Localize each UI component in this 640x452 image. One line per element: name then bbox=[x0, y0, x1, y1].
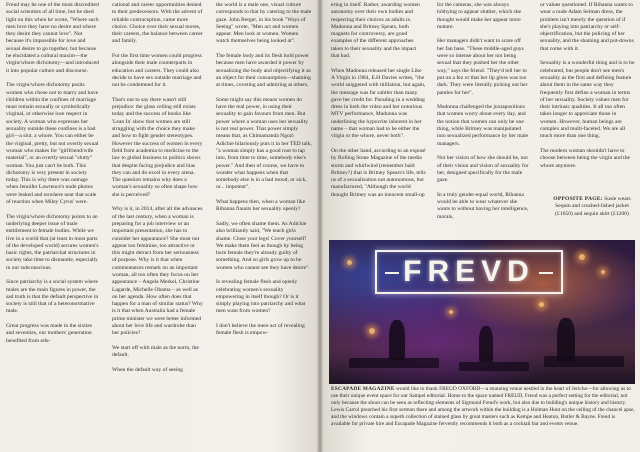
neon-sign: FREVD bbox=[375, 250, 563, 294]
page-gutter bbox=[317, 0, 323, 452]
person-silhouette bbox=[389, 320, 405, 360]
paragraph: We start off with male as the norm, the default. bbox=[112, 344, 199, 359]
light bbox=[347, 260, 352, 265]
opposite-page-caption bbox=[548, 196, 636, 218]
paragraph: Since patriarchy is a social system where males are the main figures in power, the sad truth is that the default perspective in society is still that of a heteronormative male. bbox=[6, 279, 99, 315]
light bbox=[369, 328, 375, 334]
paragraph: or values questioned. If Rihanna wants to wear a nude Adam Selman dress, the problem isn't merely the question of if she's playing into patriarchy or self-objectification, but the policing of her sexuality, and the shaming and put-downs that come with it. bbox=[540, 2, 634, 52]
table bbox=[349, 358, 439, 368]
paragraph: Her managers didn't want to scare off her fan base. "These middle-aged guys were so intense about her not being sexual that they pushed her the other way," says the friend. "They'd tell her to put on a fez or that her lip gloss was too dark. They were literally picking out her panties for her". bbox=[437, 38, 528, 96]
paragraph: Not her vision of how she should be, nor of their vision and vision of sexuality for her, designed specifically for the male gaze. bbox=[437, 155, 529, 184]
paragraph: The female body and its flesh hold power because men have awarded it power by sexualizing the body and objectifying it as an object for their consumption—shaming at times, coveting and admiring at others. bbox=[216, 53, 311, 89]
table bbox=[544, 356, 624, 367]
article-column-3 bbox=[216, 2, 312, 448]
paragraph: On the other hand, according to an exposé by Rolling Stone Magazine of the media storm and whirlwind (remember bald Britney?) that is Britney Spears's life, tells us of a sexualisation not autonomous, but manufactured, "Although the world thought Britney was an innocent small-up bbox=[331, 147, 426, 198]
paragraph: The virgin/whore dichotomy posits women who chose not to marry and have children within the confines of marriage must remain sexually or symbolically virginal, or otherwise lose respect in society. A woman who expresses her sexuality outside these confines is a bad girl—a slut, a whore. You can either be the virginal, pretty, but not overtly sexual woman who makes for "girlfriend/wife material", or an overtly sexual "slutty" woman. You just can't be both. This dichotomy is very present in society today. This is why there was outrage when Jennifer Lawrence's nude photos were leaked and nowhere near that scale of reaction when Miley Cyrus' were. bbox=[6, 82, 99, 206]
paragraph: In a truly gender-equal world, Rihanna would be able to wear whatever she wants to without having her intelligence, morals, bbox=[437, 191, 529, 220]
paragraph: When Madonna released her single Like A Virgin in 1984, E.H Davies writes, "the world sniggered with titillation, but again, the message was far subtler than many gave her credit for. Parading in a wedding dress in both the video and her notorious MTV performance, Madonna was underlining the hypocrite inherent in her name – that woman had to be either the virgin or the whore, never both". bbox=[331, 67, 426, 140]
light bbox=[449, 310, 453, 314]
photo-caption bbox=[331, 386, 635, 428]
light bbox=[601, 270, 605, 274]
paragraph: Madonna challenged the juxtapositions that women worry about every day, and the notion that women can only be one thing, while Britney was manipulated into sexualized performance by her male managers. bbox=[437, 104, 529, 147]
caption-text: Susie wears Sequin and crushed-lished jacket (£1650) and sequin skirt (£1200) bbox=[555, 196, 631, 217]
paragraph: Why is it, in 2014, after all the advances of the last century, when a woman is preparing for a job interview or an important presentation, she has to consider her appearance? She must not appear too feminine, too attractive or this might detract from her seriousness of purpose. Why is it that when commentators remark on an important woman, all too often they focus on her appearance – Angela Merkel, Christine Lagarde, Michelle Obama – as well as on her agenda. How often does that happen for a man of similar status? Why is it that when Australia had a female prime minister we were better informed about her love life and wardrobe than her policies? bbox=[112, 206, 203, 337]
paragraph: The modern woman shouldn't have to choose between being the virgin and the whore anymore. bbox=[540, 147, 630, 169]
article-column-2 bbox=[112, 2, 204, 448]
caption-label: OPPOSITE PAGE: bbox=[553, 196, 603, 202]
article-column-1 bbox=[6, 2, 101, 448]
paragraph: Is revealing female flesh and openly celebrating women's sexuality empowering in itself though? Or is it simply playing into patriarchy and what men want from women? bbox=[216, 279, 306, 315]
caption-label: ESCAPADE MAGAZINE bbox=[331, 386, 395, 392]
person-silhouette bbox=[479, 326, 493, 362]
article-column-4 bbox=[331, 2, 426, 242]
article-column-5 bbox=[437, 2, 529, 242]
light bbox=[539, 302, 544, 307]
caption-text: would like to thank FREUD OXFORD—a stunning venue nestled in the heart of Jericho—for allowing us to use their unique event space for our Sampel editorial. Home to the space named FREUD, Freud was a perfect setting for the editorial, not only because the shoot can be seen as reflecting elements of Sigmund Freud's work, but also due to building's unique history and history. Lewis Carrol preached his first sermon there and among the artwork within the building is a Holman Hunt on the ceiling of the chancel apse, and the windows contain a superb collection of stained glass by great masters such as Kempe and Heaton, Butler & Bayne. Freud is available for private hire and Escapade Magazine fervently recommends it both as a cocktail bar and events venue. bbox=[331, 386, 635, 427]
paragraph: Some might say this means women do have the real power, in using their sexuality to gain favours from men. But power where a woman uses her sexuality is not real power. That power simply means that, as Chimamanda Ngozi Adichie hilariously puts it in her TED talk, "a woman simply has a good root to tap into, from time to time, somebody else's power." And then of course, we have to wonder what happens when that somebody else is in a bad mood, or sick, or... impotent". bbox=[216, 96, 312, 191]
paragraph: Freud may be one of the most discredited social scientists of all time, but he shed light on this when he wrote, "Where such men love they have no desire and where they desire they cannot love". Not because it's impossible for love and sexual desire to go together, but because he elucidated a cultural maxim—the virgin/whore dichotomy—and introduced it into popular culture and discourse. bbox=[6, 2, 100, 74]
paragraph: cational and career opportunities denied to their predecessors. With the advent of reliable contraception, came more choice. Choice over their sexual mores, their careers, the balance between career and family. bbox=[112, 2, 203, 45]
paragraph: ering in itself. Rather, awarding women autonomy over their own bodies and respecting their choices as adults is. Madonna and Britney Spears, both magnets for controversy, are good examples of the different approaches taken to their sexuality and the impact that had. bbox=[331, 2, 420, 60]
article-column-6 bbox=[540, 2, 635, 192]
paragraph: the world is a male one, visual culture corresponds to that by catering to the male gaze. John Berger, in his book "Ways of Seeing" wrote, "Men act and women appear. Men look at women. Women watch themselves being looked at". bbox=[216, 2, 312, 45]
paragraph: Great progress was made in the sixties and seventies, our mothers' generation benefited from edu- bbox=[6, 323, 93, 344]
paragraph: for the cameras, she was always lobbying to appear sluttier, which she thought would make her appear more mature. bbox=[437, 2, 521, 30]
paragraph: When the default way of seeing bbox=[112, 366, 183, 373]
paragraph: That's not to say there wasn't still prejudice: the glass ceiling still exists today and the success of books like 'Lean In' show that women are still struggling with the choice they make and how to fight gender stereotypes. However the success of women in every field from academia to medicine to the law to global business to politics shows that despite facing prejudice and bias they can and do excel in every arena. The question remains why does a woman's sexuality so often shape how she is perceived? bbox=[112, 96, 203, 198]
venue-photo bbox=[329, 240, 635, 384]
light bbox=[579, 254, 585, 260]
paragraph: The virgin/whore dichotomy points to an underlying deeper issue of male entitlement to female bodies. While we live in a world that (at least in most parts of the developed world) secures women's basic rights, the patriarchal structures in society take time to dismantle, especially in our subconscious. bbox=[6, 213, 99, 271]
paragraph: Sadly, we often shame them. As Adichie also brilliantly said, "We teach girls shame. Close your legs! Cover yourself! We make them feel as though by being born female they're already guilty of something. And so girls grow up to be women who cannot see they have desire". bbox=[216, 220, 310, 271]
table bbox=[459, 362, 529, 371]
paragraph: For the first time women could progress alongside their male counterparts in education and careers. They could also decide to have sex outside marriage and not be condemned for it. bbox=[112, 53, 202, 89]
paragraph: Sexuality is a wonderful thing and is to be celebrated, but people don't see men's sexuality as the first and defining feature about them in the same way they frequently first define a woman in terms of her sexuality. Society values men for their intrinsic qualities. It all too often takes longer to appreciate those in women. However, human beings are complex and multi-faceted. We are all much more than one thing. bbox=[540, 60, 635, 140]
paragraph: What happens then, when a woman like Rihanna flaunts her sexuality openly? bbox=[216, 199, 306, 213]
paragraph: I don't believe the mere act of revealing female flesh is empow- bbox=[216, 323, 305, 337]
